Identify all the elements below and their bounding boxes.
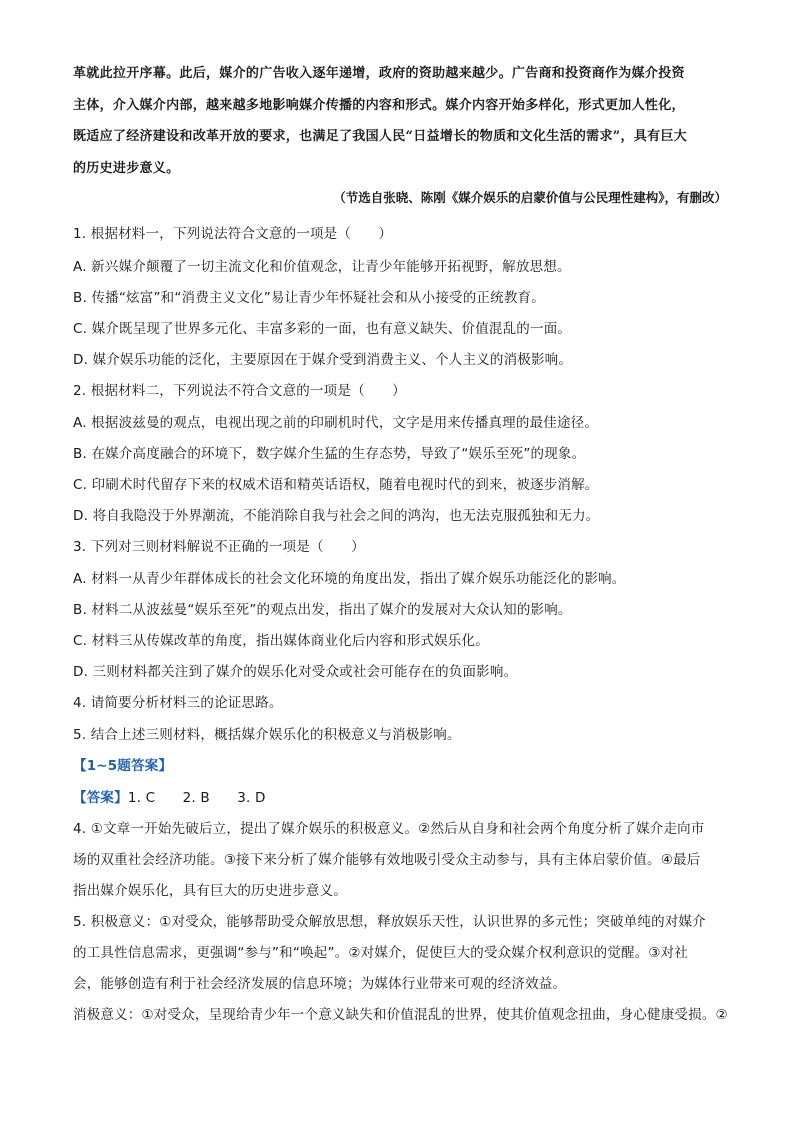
answer-5-line: 5. 积极意义：①对受众，能够帮助受众解放思想，释放娱乐天性，认识世界的多元性；突破单纯的对媒介 bbox=[73, 914, 706, 930]
answer-4-line: 4. ①文章一开始先破后立，提出了媒介娱乐的积极意义。②然后从自身和社会两个角度分析了媒介走向市 bbox=[73, 821, 705, 837]
question-1-option-c: C. 媒介既呈现了世界多元化、丰富多彩的一面，也有意义缺失、价值混乱的一面。 bbox=[73, 321, 572, 337]
passage-line: 既适应了经济建设和改革开放的要求，也满足了我国人民“日益增长的物质和文化生活的需求”，具有巨大 bbox=[73, 129, 688, 144]
passage-line: 的历史进步意义。 bbox=[73, 160, 180, 176]
question-3-option-d: D. 三则材料都关注到了媒介的娱乐化对受众或社会可能存在的负面影响。 bbox=[73, 664, 518, 680]
answer-section-header: 【1~5题答案】 bbox=[73, 758, 173, 774]
answer-5-line: 会，能够创造有利于社会经济发展的信息环境；为媒体行业带来可观的经济效益。 bbox=[73, 976, 567, 992]
question-2-stem: 2. 根据材料二，下列说法不符合文意的一项是（ ） bbox=[73, 383, 406, 399]
answer-4-line: 指出媒介娱乐化，具有巨大的历史进步意义。 bbox=[73, 883, 347, 899]
passage-line: 主体，介入媒介内部，越来越多地影响媒介传播的内容和形式。媒介内容开始多样化，形式更加人性化， bbox=[73, 97, 685, 113]
question-2-option-d: D. 将自我隐没于外界潮流，不能消除自我与社会之间的鸿沟，也无法克服孤独和无力。 bbox=[73, 508, 600, 524]
question-4: 4. 请简要分析材料三的论证思路。 bbox=[73, 695, 283, 711]
question-3-option-b: B. 材料二从波兹曼“娱乐至死”的观点出发，指出了媒介的发展对大众认知的影响。 bbox=[73, 602, 572, 618]
question-3-stem: 3. 下列对三则材料解说不正确的一项是（ ） bbox=[73, 539, 365, 555]
question-3-option-c: C. 材料三从传媒改革的角度，指出媒体商业化后内容和形式娱乐化。 bbox=[73, 633, 489, 649]
answer-5-line: 消极意义：①对受众，呈现给青少年一个意义缺失和价值混乱的世界，使其价值观念扭曲，身心健康受损。② bbox=[73, 1007, 728, 1023]
answer-choices-row bbox=[73, 786, 266, 806]
answer-5-line: 的工具性信息需求，更强调“参与”和“唤起”。②对媒介，促使巨大的受众媒介权利意识的觉醒。③对社 bbox=[73, 945, 689, 961]
question-2-option-c: C. 印刷术时代留存下来的权威术语和精英话语权，随着电视时代的到来，被逐步消解。 bbox=[73, 477, 599, 493]
question-1-option-d: D. 媒介娱乐功能的泛化，主要原因在于媒介受到消费主义、个人主义的消极影响。 bbox=[73, 352, 573, 368]
question-1-option-b: B. 传播“炫富”和“消费主义文化”易让青少年怀疑社会和从小接受的正统教育。 bbox=[73, 290, 545, 306]
passage-paragraph bbox=[73, 58, 725, 184]
answer-4-line: 场的双重社会经济功能。③接下来分析了媒介能够有效地吸引受众主动参与，具有主体启蒙价值。④最后 bbox=[73, 852, 701, 868]
answer-label: 【答案】 bbox=[73, 790, 128, 806]
question-3-option-a: A. 材料一从青少年群体成长的社会文化环境的角度出发，指出了媒介娱乐功能泛化的影响。 bbox=[73, 571, 626, 587]
question-1-option-a: A. 新兴媒介颠覆了一切主流文化和价值观念，让青少年能够开拓视野，解放思想。 bbox=[73, 259, 571, 275]
question-1-stem: 1. 根据材料一，下列说法符合文意的一项是（ ） bbox=[73, 226, 393, 242]
passage-source: （节选自张晓、陈刚《媒介娱乐的启蒙价值与公民理性建构》，有删改） bbox=[333, 190, 727, 205]
question-2-option-a: A. 根据波兹曼的观点，电视出现之前的印刷机时代，文字是用来传播真理的最佳途径。 bbox=[73, 415, 599, 431]
question-2-option-b: B. 在媒介高度融合的环境下，数字媒介生猛的生存态势，导致了“娱乐至死”的现象。 bbox=[73, 446, 586, 462]
passage-line: 革就此拉开序幕。此后，媒介的广告收入逐年递增，政府的资助越来越少。广告商和投资商作为媒介投资 bbox=[73, 66, 685, 81]
question-5: 5. 结合上述三则材料，概括媒介娱乐化的积极意义与消极影响。 bbox=[73, 727, 461, 743]
answer-choices: 1. C 2. B 3. D bbox=[127, 790, 266, 806]
